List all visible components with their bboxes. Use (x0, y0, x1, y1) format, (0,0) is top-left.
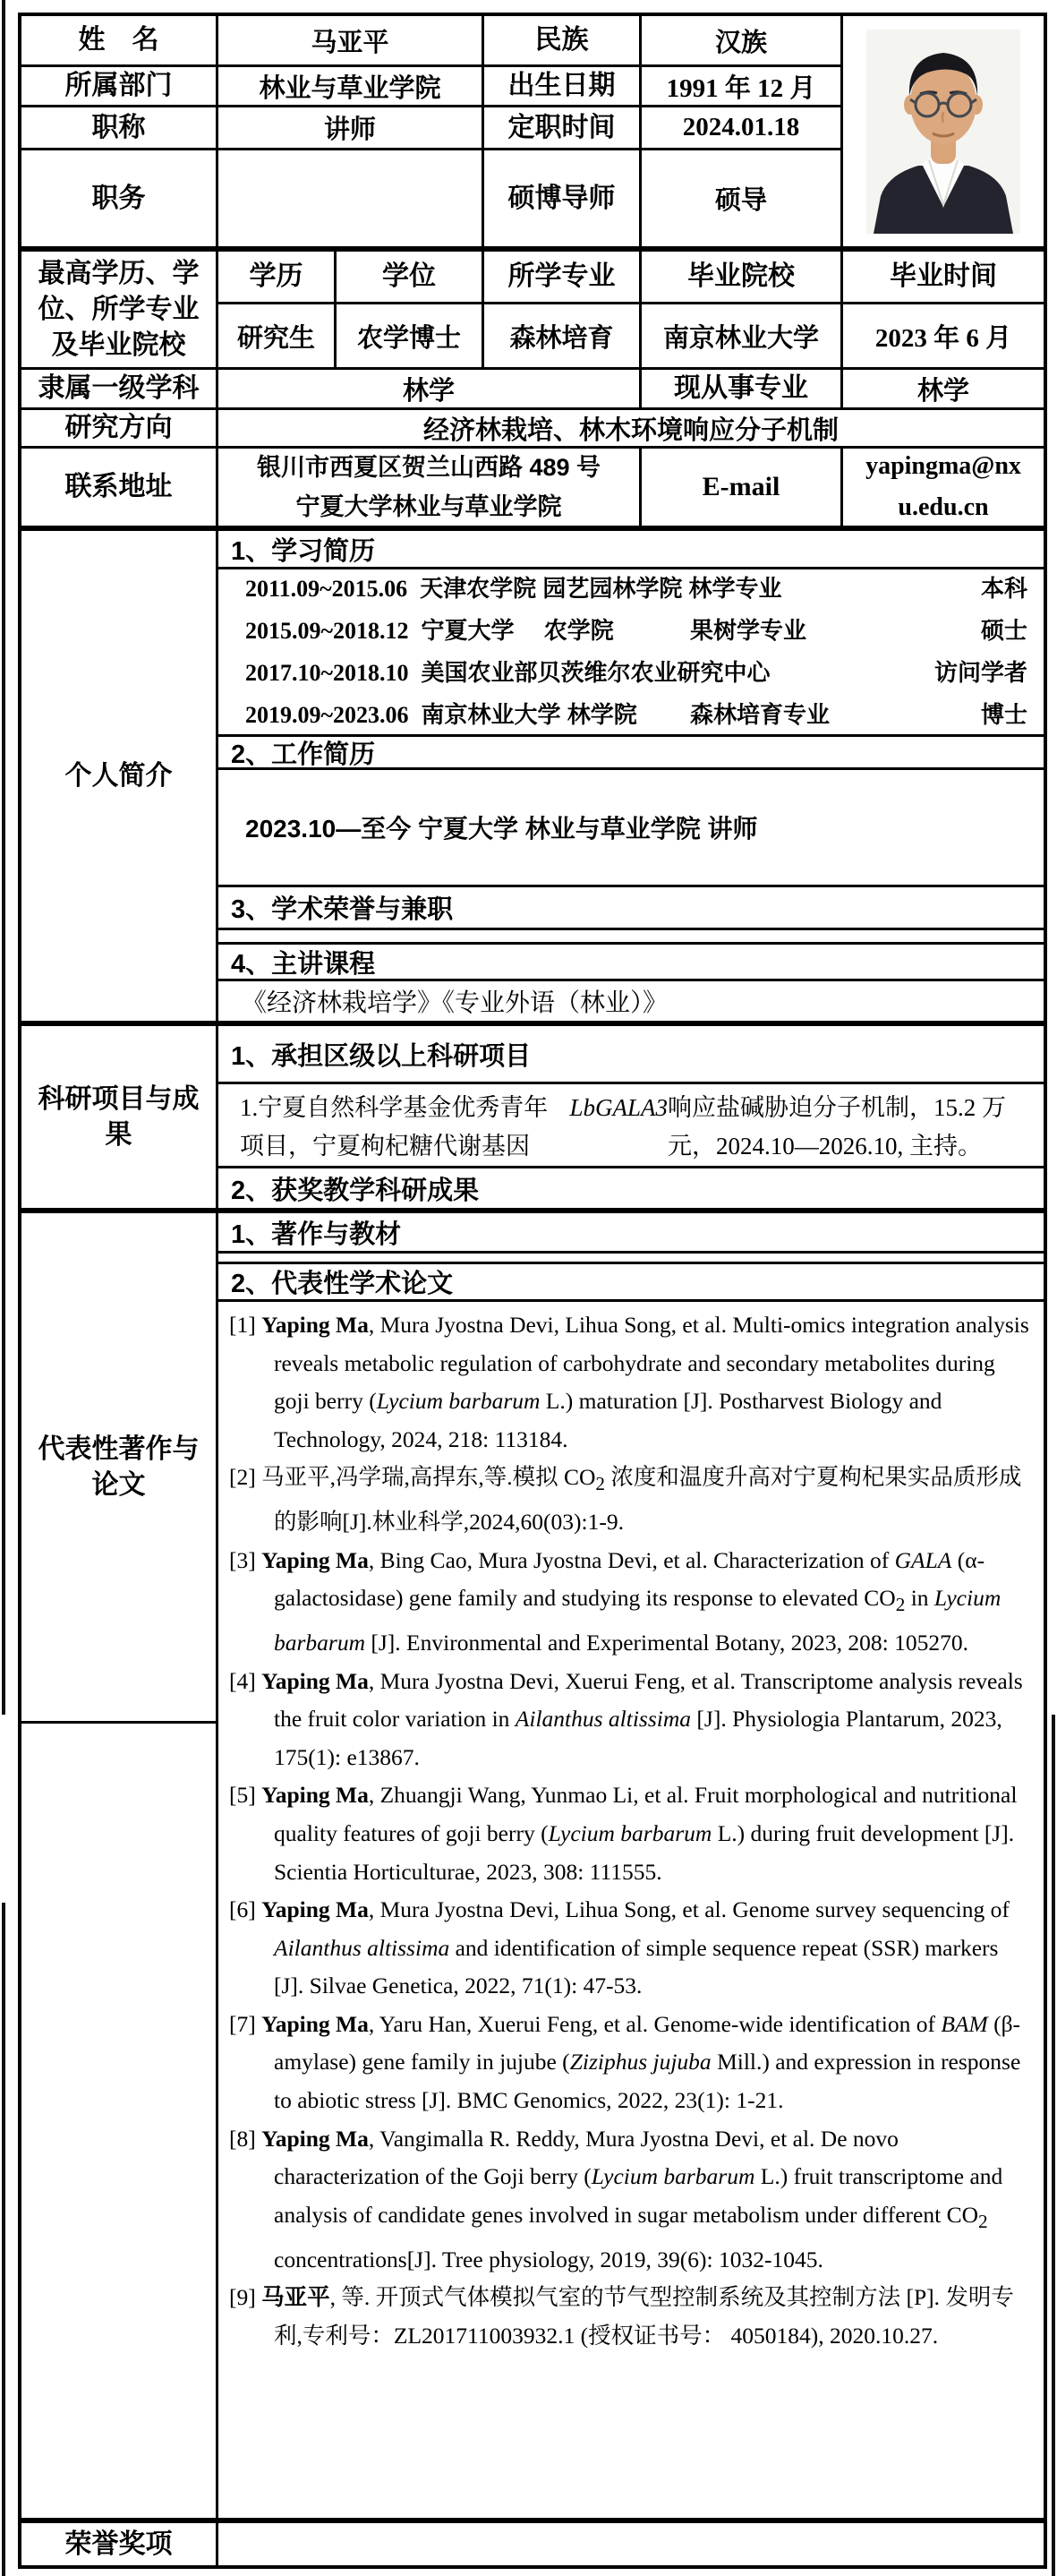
study-entry (245, 610, 1027, 652)
portrait-photo (843, 16, 1044, 252)
profile-work-history: 2023.10—至今 宁夏大学 林业与草业学院 讲师 (218, 770, 1044, 887)
education-section-label: 最高学历、学位、所学专业及毕业院校 (21, 252, 218, 370)
publications-books-header: 1、著作与教材 (218, 1213, 1044, 1254)
profile-study-header: 1、学习简历 (218, 531, 1044, 569)
study-entry-date: 2015.09~2018.12 (245, 618, 409, 644)
study-entry (245, 694, 1027, 736)
ethnicity-value: 汉族 (642, 16, 843, 67)
contact-address-label: 联系地址 (21, 449, 218, 531)
study-entry-degree: 访问学者 (933, 659, 1027, 686)
study-entry-date: 2019.09~2023.06 (245, 702, 409, 728)
name-value: 马亚平 (218, 16, 484, 67)
publication-item: [2] 马亚平,冯学瑞,高捍东,等.模拟 $CO_2$ 浓度和温度升高对宁夏枸杞果实品质形成的影响[J].林业科学,2024,60(03):1-9. (229, 1464, 1022, 1536)
research-section-label: 科研项目与成果 (21, 1026, 218, 1213)
current-specialty-label: 现从事专业 (642, 370, 843, 410)
publication-item: [4] Yaping Ma, Mura Jyostna Devi, Xuerui Feng, et al. Transcriptome analysis reveals the fruit color variation in Ailanthus altissima [J]. Physiologia Plantarum, 2023, 175(1): e13867. (229, 1667, 1023, 1770)
honors-awards-label: 荣誉奖项 (21, 2523, 218, 2565)
study-entry-place: 南京林业大学 林学院 森林培育专业 (421, 701, 830, 728)
email-label: E-mail (642, 449, 843, 531)
honors-awards-value (218, 2523, 1044, 2565)
research-project-entry: 1.宁夏自然科学基金优秀青年项目，宁夏枸杞糖代谢基因 LbGALA3 响应盐碱胁迫分子机制，15.2 万元，2024.10—2026.10, 主持。 (218, 1084, 1044, 1168)
department-label: 所属部门 (21, 67, 218, 107)
profile-work-header: 2、工作简历 (218, 737, 1044, 770)
study-entry-left (245, 652, 771, 694)
email-value: yapingma@nxu.edu.cn (843, 449, 1044, 531)
study-entry (245, 569, 1027, 610)
name-label: 姓 名 (21, 16, 218, 67)
education-header-grad-date: 毕业时间 (843, 252, 1044, 304)
profile-courses-value: 《经济林栽培学》《专业外语（林业）》 (218, 981, 1044, 1026)
publications-label-continuation (21, 1724, 218, 2523)
publications-section-label: 代表性著作与论文 (21, 1213, 218, 1724)
study-entry-place: 宁夏大学 农学院 果树学专业 (421, 617, 806, 644)
scan-left-edge-bottom (2, 1903, 5, 2576)
research-direction-value: 经济林栽培、林木环境响应分子机制 (218, 410, 1044, 449)
appointment-date-value: 2024.01.18 (642, 107, 843, 150)
study-entry-degree: 本科 (980, 575, 1027, 602)
department-value: 林业与草业学院 (218, 67, 484, 107)
study-entry-degree: 博士 (980, 701, 1027, 728)
publication-item: [8] Yaping Ma, Vangimalla R. Reddy, Mura Jyostna Devi, et al. De novo characterization of the Goji berry (Lycium barbarum L.) fruit transcriptome and analysis of candidate genes involved in sugar metabolism under different $CO_2$ concentrations[J]. Tree physiology, 2019, 39(6): 1032-1045. (229, 2125, 1003, 2272)
study-entry-place: 美国农业部贝茨维尔农业研究中心 (421, 659, 771, 686)
portrait-photo-image (866, 30, 1020, 234)
education-header-degree: 学位 (337, 252, 484, 304)
scan-right-edge (1052, 1715, 1055, 2576)
profile-honors-empty-row (218, 930, 1044, 945)
position-label: 职务 (21, 150, 218, 252)
study-entry-date: 2017.10~2018.10 (245, 660, 409, 686)
study-entry-degree: 硕士 (980, 617, 1027, 644)
education-value-degree: 农学博士 (337, 304, 484, 370)
education-header-major: 所学专业 (484, 252, 642, 304)
study-entry (245, 652, 1027, 694)
contact-address-line1: 银川市西夏区贺兰山西路 489 号 (256, 454, 601, 481)
education-header-school: 毕业院校 (642, 252, 843, 304)
profile-courses-header: 4、主讲课程 (218, 945, 1044, 981)
publications-papers-header: 2、代表性学术论文 (218, 1264, 1044, 1302)
research-projects-header: 1、承担区级以上科研项目 (218, 1026, 1044, 1084)
birthdate-value: 1991 年 12 月 (642, 67, 843, 107)
primary-discipline-label: 隶属一级学科 (21, 370, 218, 410)
education-value-major: 森林培育 (484, 304, 642, 370)
publications-list (218, 1302, 1044, 2523)
study-entry-left (245, 610, 806, 652)
publication-item: [7] Yaping Ma, Yaru Han, Xuerui Feng, et al. Genome-wide identification of BAM (β-amylase) gene family in jujube (Ziziphus jujuba Mill.) and expression in response to abiotic stress [J]. BMC Genomics, 2022, 23(1): 1-21. (229, 2010, 1021, 2114)
publications-empty-row (218, 1254, 1044, 1264)
cv-table (18, 13, 1047, 2569)
publication-item: [5] Yaping Ma, Zhuangji Wang, Yunmao Li, et al. Fruit morphological and nutritional quality features of goji berry (Lycium barbarum L.) during fruit development [J]. Scientia Horticulturae, 2023, 308: 111555. (229, 1782, 1018, 1885)
research-direction-label: 研究方向 (21, 410, 218, 449)
study-entry-date: 2011.09~2015.06 (245, 576, 408, 602)
current-specialty-value: 林学 (843, 370, 1044, 410)
publication-item: [6] Yaping Ma, Mura Jyostna Devi, Lihua Song, et al. Genome survey sequencing of Ailanthus altissima and identification of simple sequence repeat (SSR) markers [J]. Silvae Genetica, 2022, 71(1): 47-53. (229, 1896, 1010, 1999)
publication-item: [1] Yaping Ma, Mura Jyostna Devi, Lihua Song, et al. Multi-omics integration analysis reveals metabolic regulation of carbohydrate and secondary metabolites during goji berry (Lycium barbarum L.) maturation [J]. Postharvest Biology and Technology, 2024, 218: 113184. (229, 1312, 1029, 1452)
supervisor-role-value: 硕导 (642, 150, 843, 252)
contact-address-value (218, 449, 642, 531)
study-entry-left (245, 694, 830, 736)
primary-discipline-value: 林学 (218, 370, 642, 410)
title-value: 讲师 (218, 107, 484, 150)
position-value (218, 150, 484, 252)
scan-left-edge-top (2, 0, 5, 1715)
title-label: 职称 (21, 107, 218, 150)
ethnicity-label: 民族 (484, 16, 642, 67)
education-value-grad-date: 2023 年 6 月 (843, 304, 1044, 370)
appointment-date-label: 定职时间 (484, 107, 642, 150)
contact-address-line2: 宁夏大学林业与草业学院 (295, 493, 562, 520)
profile-study-history (218, 569, 1044, 737)
education-value-school: 南京林业大学 (642, 304, 843, 370)
study-entry-place: 天津农学院 园艺园林学院 林学专业 (420, 575, 782, 602)
research-awards-header: 2、获奖教学科研成果 (218, 1168, 1044, 1213)
birthdate-label: 出生日期 (484, 67, 642, 107)
education-value-degree-level: 研究生 (218, 304, 337, 370)
study-entry-left (245, 569, 782, 610)
publication-item: [3] Yaping Ma, Bing Cao, Mura Jyostna Devi, et al. Characterization of GALA (α-galactosidase) gene family and studying its response to elevated $CO_2$ in Lycium barbarum [J]. Environmental and Experimental Botany, 2023, 208: 105270. (229, 1546, 1002, 1656)
publication-item: [9] 马亚平, 等. 开顶式气体模拟气室的节气型控制系统及其控制方法 [P]. 发明专利,专利号：ZL201711003932.1 (授权证书号： 4050184), 2020.10.27. (229, 2284, 1014, 2349)
supervisor-role-label: 硕博导师 (484, 150, 642, 252)
profile-honors-header: 3、学术荣誉与兼职 (218, 887, 1044, 930)
profile-section-label: 个人简介 (21, 531, 218, 1026)
portrait-illustration (866, 30, 1020, 234)
education-header-degree-level: 学历 (218, 252, 337, 304)
